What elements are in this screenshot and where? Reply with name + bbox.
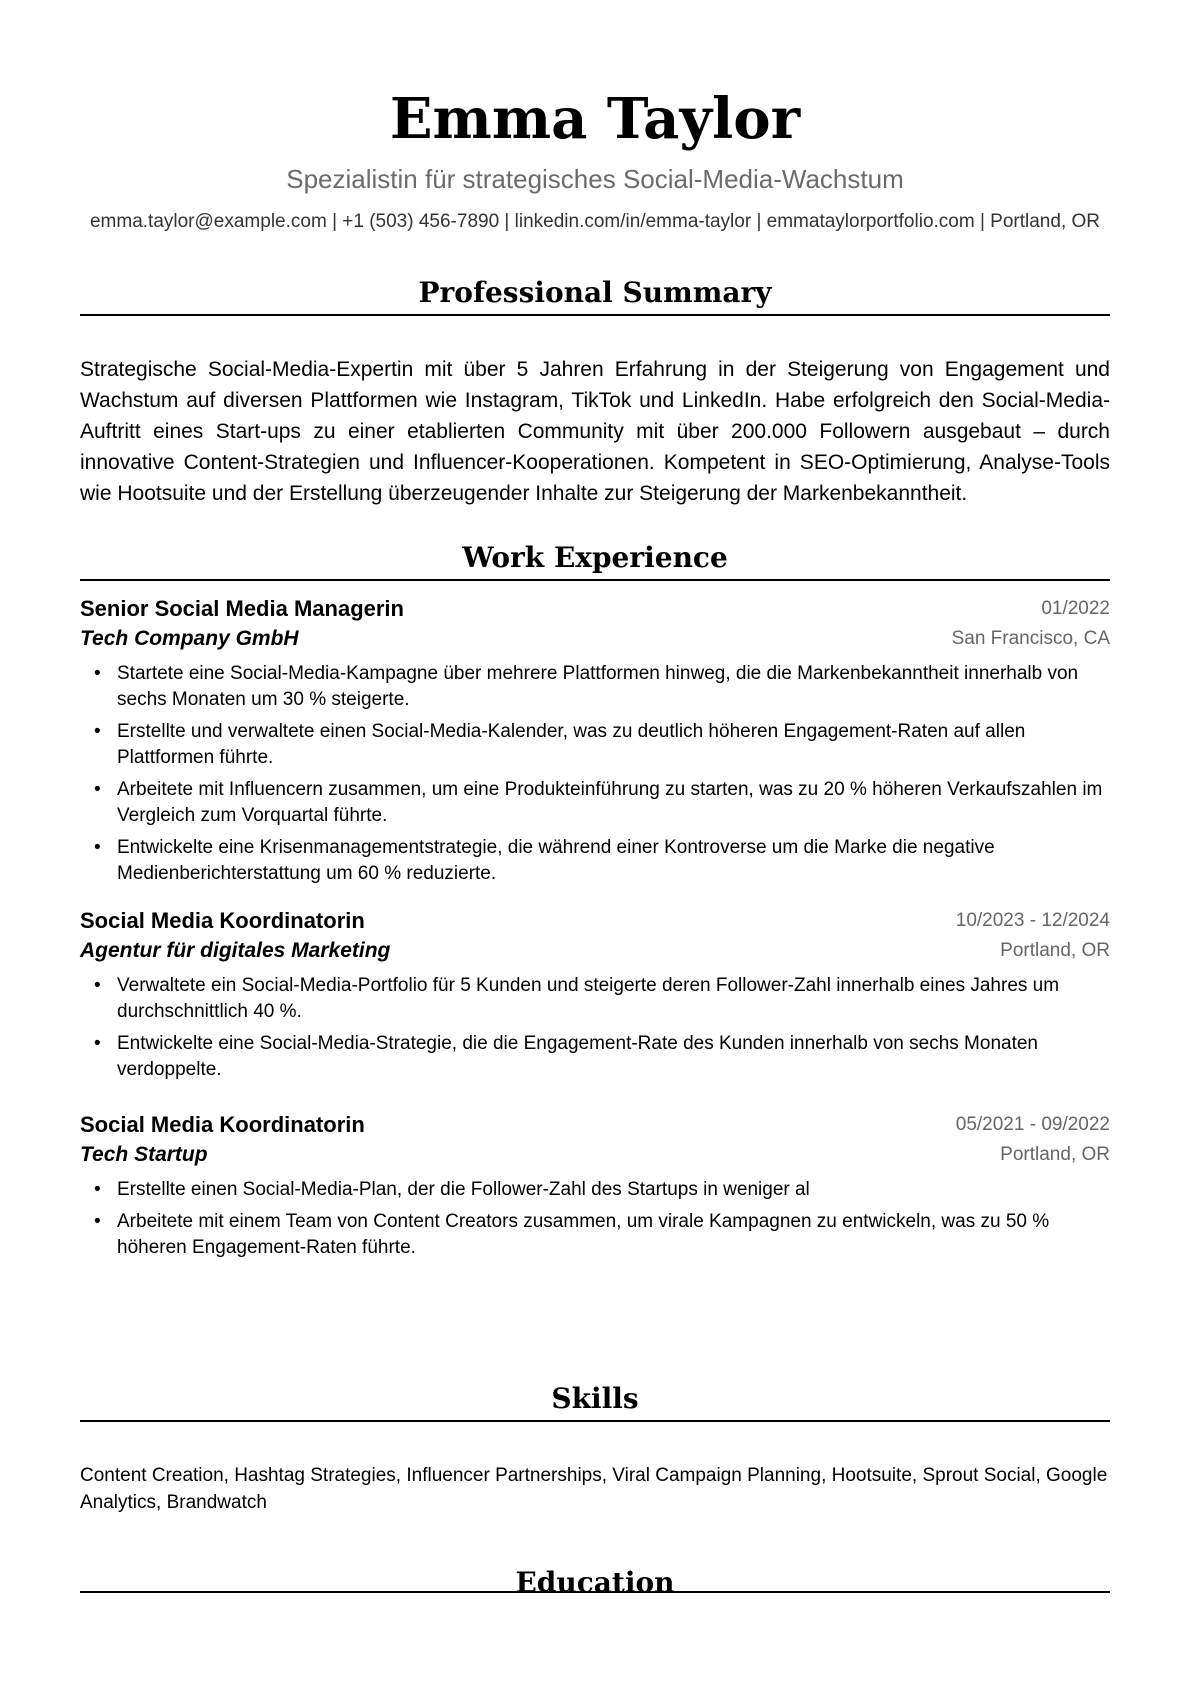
resume-page [80,0,1110,1683]
job-company: Tech Startup [80,1143,208,1166]
job-company: Agentur für digitales Marketing [80,939,391,962]
skills-text: Content Creation, Hashtag Strategies, Influencer Partnerships, Viral Campaign Planning, Hootsuite, Sprout Social, Google Analytics, Brandwatch [80,1465,1108,1513]
candidate-subtitle: Spezialistin für strategisches Social-Media-Wachstum [286,164,904,194]
job-bullet: • Erstellte und verwaltete einen Social-Media-Kalender, was zu deutlich höheren Engagement-Raten auf allen Plattformen führte. [80,719,1110,771]
section-title-summary: Professional Summary [418,276,772,309]
job-date: 05/2021 - 09/2022 [955,1114,1110,1135]
job-date: 01/2022 [1041,598,1110,619]
job-title: Social Media Koordinatorin [80,908,365,933]
job-bullets [80,661,1110,893]
job-bullets [80,1177,1110,1267]
job-bullet: • Startete eine Social-Media-Kampagne über mehrere Plattformen hinweg, die die Markenbekanntheit innerhalb von sechs Monaten um 30 % steigerte. [80,661,1110,713]
section-divider [80,314,1110,316]
job-title: Social Media Koordinatorin [80,1112,365,1137]
job-bullet: • Entwickelte eine Krisenmanagementstrategie, die während einer Kontroverse um die Marke die negative Medienberichterstattung um 60 % reduzierte. [80,835,1110,887]
job-date: 10/2023 - 12/2024 [955,910,1110,931]
summary-text: Strategische Social-Media-Expertin mit über 5 Jahren Erfahrung in der Steigerung von Engagement und Wachstum auf diversen Plattformen wie Instagram, TikTok und LinkedIn. Habe erfolgreich den Social-Media-Auftritt eines Start-ups zu einer etablierten Community mit über 200.000 Followern ausgebaut – durch innovative Content-Strategien und Influencer-Kooperationen. Kompetent in SEO-Optimierung, Analyse-Tools wie Hootsuite und der Erstellung überzeugender Inhalte zur Steigerung der Markenbekanntheit. [80,358,1110,505]
job-bullet: • Arbeitete mit Influencern zusammen, um eine Produkteinführung zu starten, was zu 20 % höheren Verkaufszahlen im Vergleich zum Vorquartal führte. [80,777,1110,829]
section-title-education: Education [515,1566,675,1599]
job-bullet: • Verwaltete ein Social-Media-Portfolio für 5 Kunden und steigerte deren Follower-Zahl innerhalb eines Jahres um durchschnittlich 40 %. [80,973,1110,1025]
section-divider [80,1591,1110,1593]
job-location: San Francisco, CA [951,628,1110,649]
job-bullet: • Erstellte einen Social-Media-Plan, der die Follower-Zahl des Startups in weniger al [80,1177,1110,1203]
section-divider [80,579,1110,581]
section-title-skills: Skills [551,1382,639,1415]
job-location: Portland, OR [1000,1144,1110,1165]
candidate-name: Emma Taylor [389,86,801,152]
contact-line: emma.taylor@example.com | +1 (503) 456-7890 | linkedin.com/in/emma-taylor | emmataylorportfolio.com | Portland, OR [89,211,1100,232]
job-bullet: • Arbeitete mit einem Team von Content Creators zusammen, um virale Kampagnen zu entwickeln, was zu 50 % höheren Engagement-Raten führte. [80,1209,1110,1261]
job-bullet: • Entwickelte eine Social-Media-Strategie, die die Engagement-Rate des Kunden innerhalb von sechs Monaten verdoppelte. [80,1031,1110,1083]
job-company: Tech Company GmbH [80,627,299,650]
section-title-experience: Work Experience [462,541,728,574]
section-divider [80,1420,1110,1422]
job-title: Senior Social Media Managerin [80,596,404,621]
job-bullets [80,973,1110,1089]
job-location: Portland, OR [1000,940,1110,961]
